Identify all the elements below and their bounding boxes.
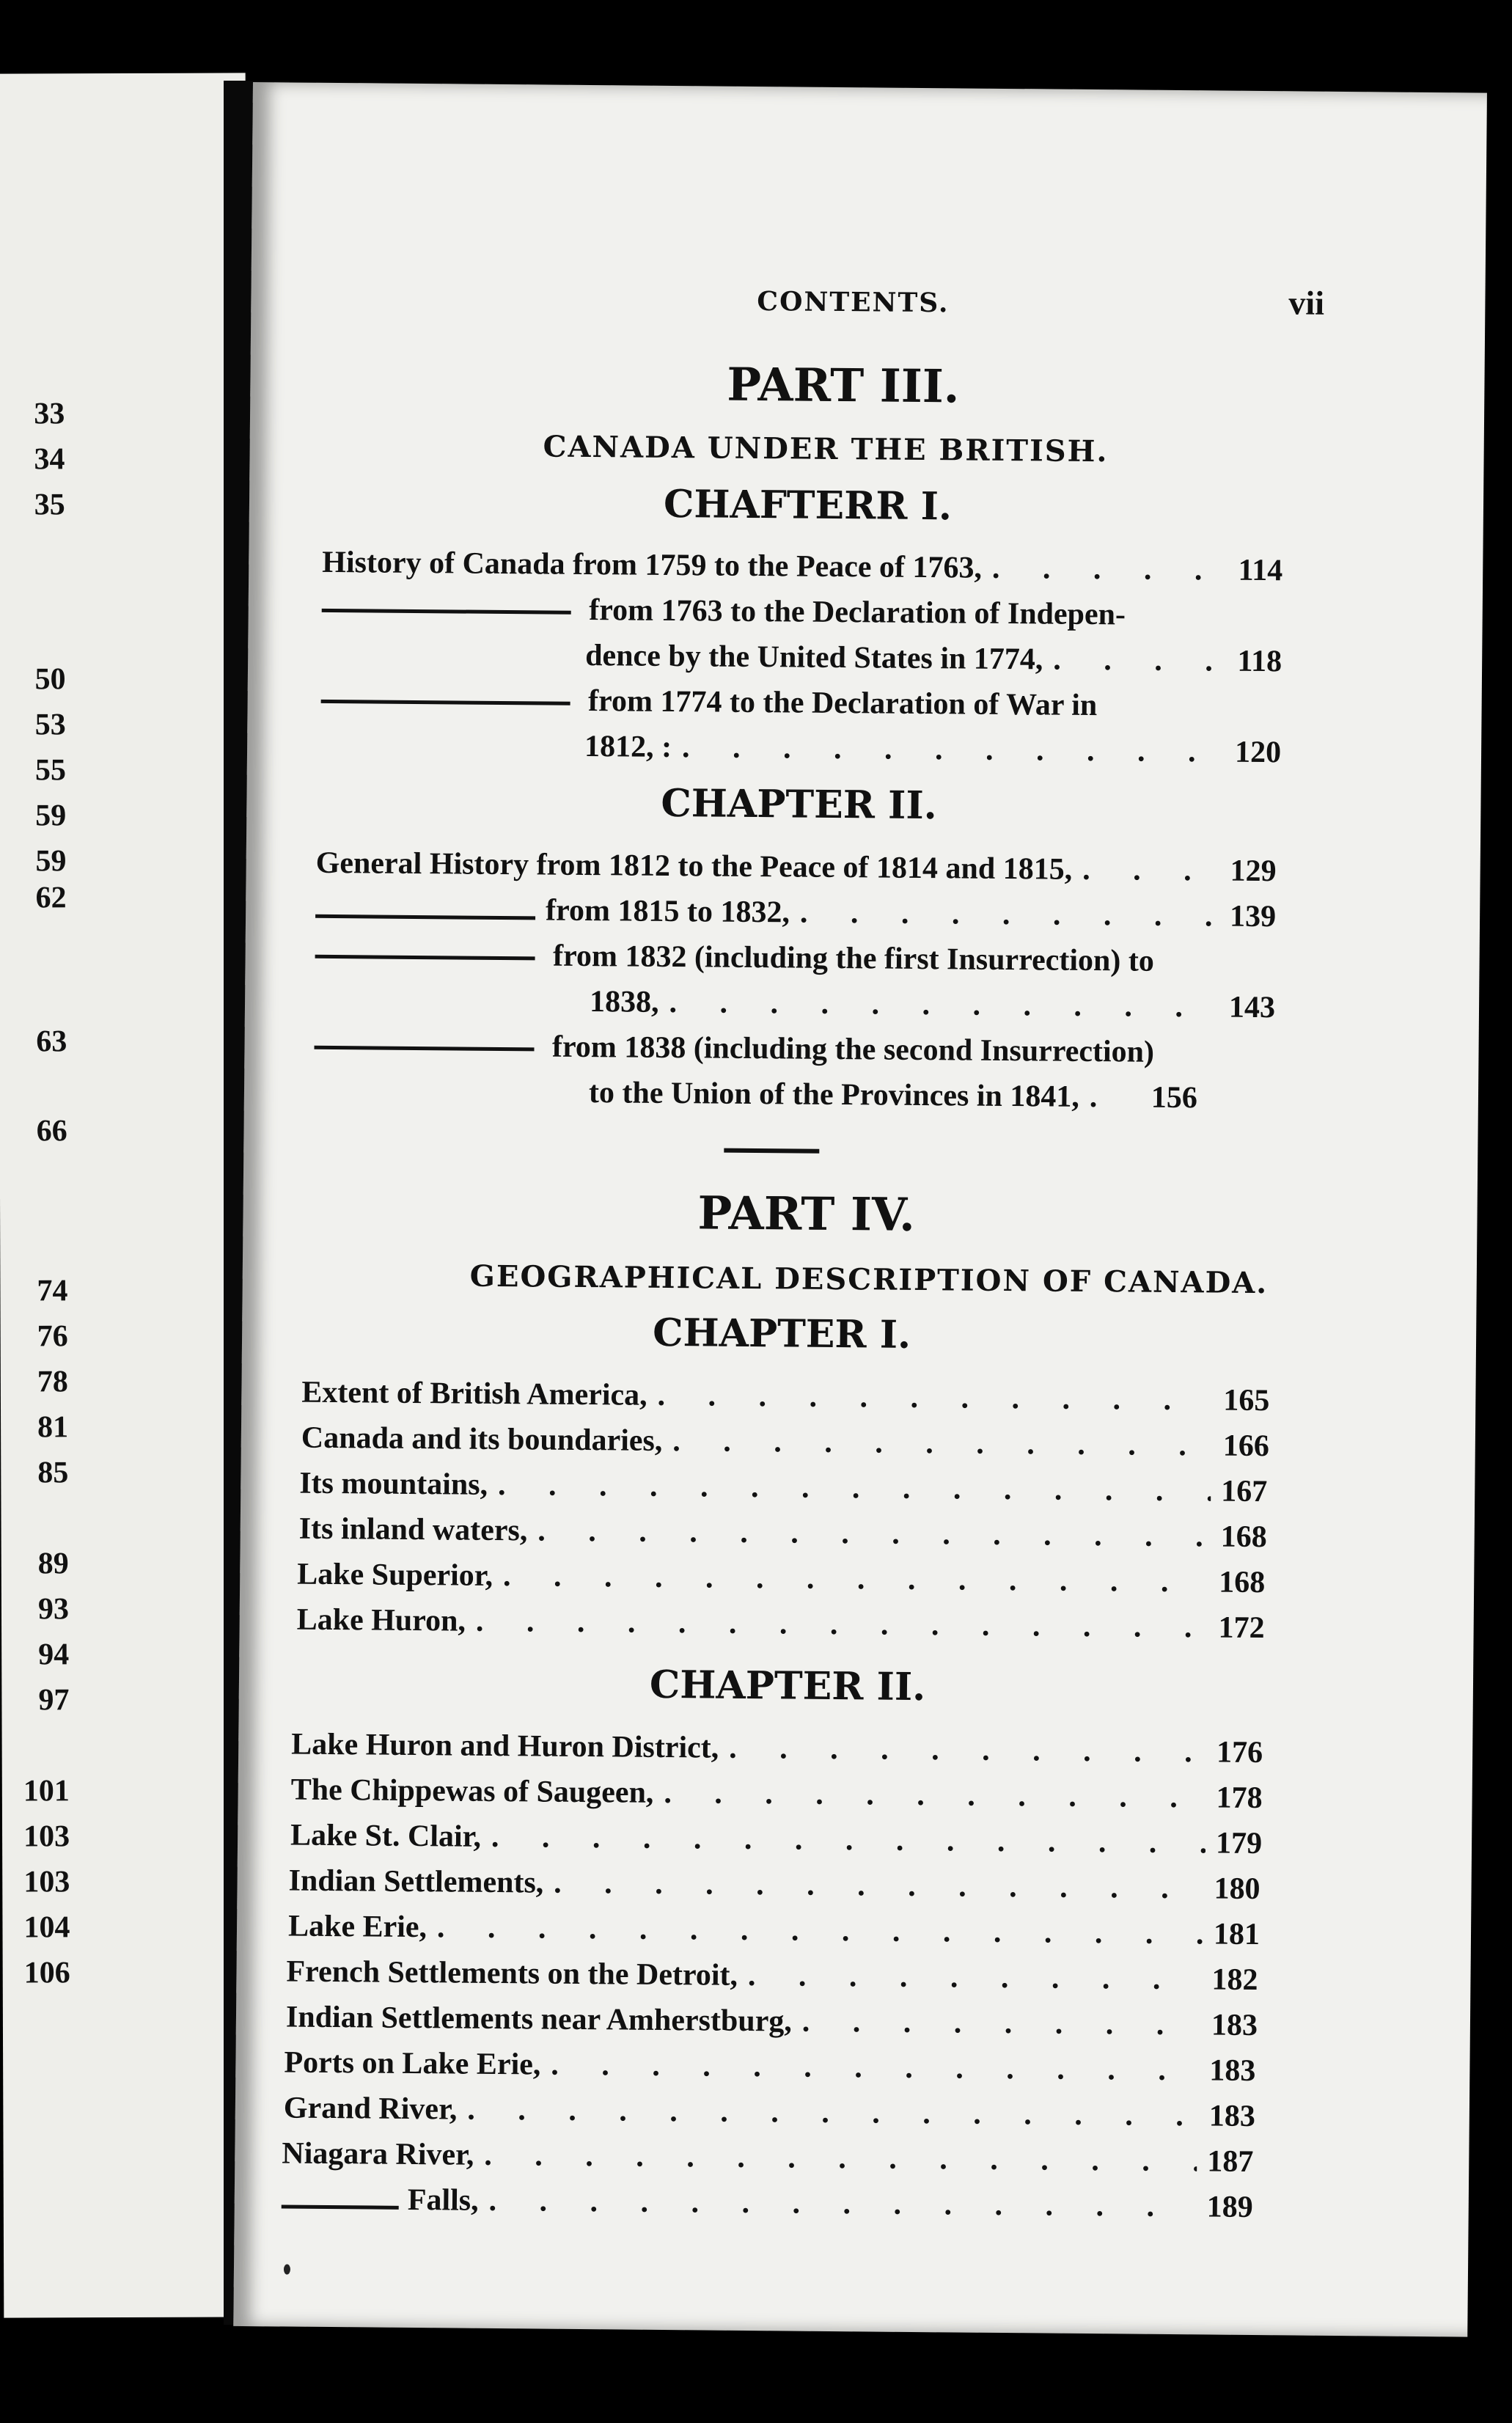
toc-entry-text: Lake Erie, [287, 1909, 427, 1945]
leader-dots [729, 1731, 1206, 1770]
section-divider [724, 1148, 819, 1154]
left-page-number: 74 [37, 1274, 68, 1308]
ditto-dash [315, 914, 535, 920]
left-facing-page [0, 73, 253, 2317]
toc-entry-text: General History from 1812 to the Peace of 1814 and 1815, [315, 846, 1073, 887]
left-page-number: 78 [37, 1365, 68, 1399]
left-page-number: 53 [34, 708, 66, 742]
toc-entry-continuation [590, 984, 1275, 1025]
leader-dots [682, 730, 1225, 769]
toc-entry [288, 1863, 1260, 1907]
toc-entry-text: French Settlements on the Detroit, [286, 1954, 738, 1993]
toc-entry [301, 1421, 1269, 1465]
toc-entry-text: Ports on Lake Erie, [284, 2045, 541, 2082]
toc-entry-page: 182 [1211, 1962, 1258, 1998]
toc-entry-page: 166 [1222, 1429, 1270, 1464]
leader-dots [476, 1604, 1208, 1646]
leader-dots [802, 2004, 1201, 2043]
part-subtitle: CANADA UNDER THE BRITISH. [543, 429, 1109, 469]
leader-dots [467, 2092, 1199, 2134]
toc-entry-continuation [584, 729, 1281, 770]
toc-entry [284, 2045, 1255, 2089]
toc-entry-text: dence by the United States in 1774, [584, 638, 1043, 677]
left-page-number: 35 [34, 488, 65, 522]
ditto-dash [314, 1046, 534, 1052]
toc-entry-text: Lake Huron and Huron District, [291, 1727, 719, 1765]
left-page-number: 93 [37, 1592, 70, 1627]
chapter-title: CHAPTER II. [661, 780, 938, 829]
part-title: PART IV. [697, 1186, 916, 1242]
toc-entry-page: 180 [1214, 1872, 1260, 1907]
leader-dots [748, 1958, 1202, 1997]
left-page-number: 59 [35, 799, 67, 833]
left-page-number: 104 [23, 1910, 70, 1945]
toc-entry [286, 1954, 1258, 1998]
left-page-number: 55 [34, 753, 67, 788]
toc-entry [290, 1818, 1262, 1862]
toc-entry-text: History of Canada from 1759 to the Peace of 1763, [322, 545, 983, 585]
leader-dots [1053, 642, 1227, 679]
toc-entry [284, 2090, 1255, 2134]
left-page-number: 66 [36, 1114, 67, 1148]
leader-dots [484, 2138, 1197, 2179]
leader-dots [498, 1467, 1211, 1509]
toc-entry-text: Niagara River, [282, 2136, 474, 2172]
toc-entry-page: 172 [1218, 1610, 1265, 1646]
leader-dots [437, 1910, 1203, 1951]
toc-entry-text: Indian Settlements, [288, 1863, 544, 1900]
leader-dots [800, 895, 1220, 934]
toc-entry-text: 1838, [589, 985, 659, 1019]
toc-entry-page: 165 [1223, 1383, 1270, 1418]
toc-entry-page: 179 [1215, 1826, 1263, 1861]
toc-entry-page: 143 [1228, 990, 1276, 1025]
toc-entry [316, 846, 1277, 889]
left-page-number: 106 [23, 1956, 70, 1990]
toc-entry-ditto [320, 681, 1097, 723]
toc-entry-page: 120 [1234, 735, 1282, 770]
ditto-dash [315, 955, 535, 961]
toc-entry-continuation [585, 638, 1282, 679]
left-page-number: 94 [38, 1638, 70, 1672]
toc-entry-page: 168 [1220, 1520, 1267, 1555]
chapter-title: CHAPTER I. [652, 1310, 911, 1357]
left-page-number: 59 [35, 844, 67, 879]
toc-entry-page: 189 [1206, 2190, 1253, 2225]
left-page-number: 76 [37, 1319, 68, 1354]
leader-dots [491, 1819, 1206, 1861]
leader-dots [1082, 852, 1220, 889]
toc-entry-page: 114 [1238, 553, 1283, 588]
toc-entry-page: 139 [1229, 899, 1277, 934]
toc-entry-page: 176 [1216, 1735, 1263, 1770]
leader-dots [992, 551, 1228, 588]
ditto-dash [321, 700, 570, 705]
toc-entry-text: to the Union of the Provinces in 1841, [588, 1076, 1080, 1114]
ink-speck [284, 2264, 290, 2274]
leader-dots [672, 1423, 1213, 1463]
toc-entry-page: 187 [1207, 2144, 1254, 2180]
leader-dots [537, 1513, 1211, 1554]
toc-entry-text: Extent of British America, [301, 1375, 647, 1412]
toc-entry [286, 1999, 1258, 2043]
toc-entry-page: 181 [1213, 1917, 1260, 1952]
left-page-number: 50 [34, 662, 66, 697]
toc-entry-text: Its inland waters, [298, 1511, 528, 1548]
toc-entry-page: 156 [1150, 1080, 1198, 1115]
left-page-number: 103 [23, 1865, 70, 1899]
toc-entry-page: 183 [1208, 2099, 1256, 2134]
toc-entry [322, 545, 1282, 588]
page-folio: vii [1288, 284, 1325, 322]
left-page-number: 89 [37, 1547, 69, 1581]
toc-entry-text: Canada and its boundaries, [301, 1421, 663, 1458]
leader-dots [503, 1558, 1209, 1599]
part-subtitle: GEOGRAPHICAL DESCRIPTION OF CANADA. [469, 1258, 1269, 1301]
ditto-dash [282, 2204, 399, 2209]
toc-entry [297, 1557, 1265, 1601]
toc-entry-text: from 1838 (including the second Insurrection) [551, 1030, 1155, 1069]
toc-entry [288, 1909, 1260, 1953]
leader-dots [664, 1775, 1206, 1815]
toc-entry-continuation [589, 1075, 1274, 1116]
toc-entry-text: 1812, : [584, 729, 672, 765]
contents-page [233, 82, 1487, 2337]
left-page-number: 103 [23, 1819, 70, 1854]
running-title: CONTENTS. [757, 286, 950, 319]
toc-entry [290, 1773, 1262, 1817]
toc-entry-ditto [315, 891, 1276, 934]
toc-entry-page: 183 [1211, 2008, 1258, 2043]
toc-entry-page: 167 [1221, 1474, 1268, 1509]
toc-entry [299, 1466, 1267, 1510]
toc-entry-ditto [314, 1027, 1154, 1070]
chapter-title: CHAFTERR I. [663, 481, 953, 529]
toc-entry-text: Grand River, [283, 2091, 458, 2127]
left-page-number: 81 [37, 1410, 69, 1445]
leader-dots [554, 1866, 1204, 1907]
left-page-number: 97 [38, 1683, 70, 1718]
toc-entry-page: 183 [1209, 2053, 1256, 2089]
toc-entry-page: 178 [1216, 1781, 1263, 1816]
leader-dots [551, 2048, 1199, 2089]
toc-entry-ditto [322, 590, 1126, 633]
toc-entry-text: Falls, [407, 2182, 479, 2218]
toc-entry-text: Lake Huron, [296, 1602, 466, 1638]
leader-dots [657, 1378, 1213, 1418]
part-title: PART III. [727, 357, 960, 414]
toc-entry [299, 1511, 1267, 1555]
chapter-title: CHAPTER II. [649, 1662, 926, 1710]
toc-entry-text: from 1815 to 1832, [545, 893, 790, 930]
left-page-number: 62 [35, 881, 67, 915]
toc-entry [301, 1375, 1269, 1419]
left-page-number: 101 [23, 1774, 70, 1808]
toc-entry-text: Lake Superior, [297, 1557, 493, 1593]
toc-entry [296, 1602, 1264, 1646]
left-page-number: 34 [34, 442, 65, 477]
toc-entry [282, 2136, 1253, 2180]
toc-entry-text: Its mountains, [299, 1466, 488, 1502]
leader-dots [1090, 1079, 1141, 1115]
toc-entry-ditto [315, 936, 1154, 979]
toc-entry-text: The Chippewas of Saugeen, [290, 1773, 654, 1810]
leader-dots [488, 2183, 1197, 2224]
left-page-number: 63 [36, 1024, 67, 1059]
toc-entry-page: 129 [1230, 854, 1277, 889]
toc-entry-text: from 1774 to the Declaration of War in [587, 684, 1098, 723]
leader-dots [669, 985, 1219, 1025]
ditto-dash [322, 609, 571, 615]
left-page-number: 33 [34, 397, 65, 431]
toc-entry-page: 168 [1218, 1565, 1266, 1600]
toc-entry-text: from 1763 to the Declaration of Indepen- [589, 593, 1126, 632]
toc-entry-text: Lake St. Clair, [290, 1818, 482, 1854]
toc-entry-page: 118 [1237, 644, 1282, 679]
toc-entry-text: from 1832 (including the first Insurrection) to [552, 939, 1155, 978]
toc-entry [291, 1727, 1263, 1771]
left-page-number: 85 [37, 1456, 69, 1490]
toc-entry-text: Indian Settlements near Amherstburg, [285, 2000, 793, 2039]
toc-entry-ditto [282, 2181, 1253, 2225]
